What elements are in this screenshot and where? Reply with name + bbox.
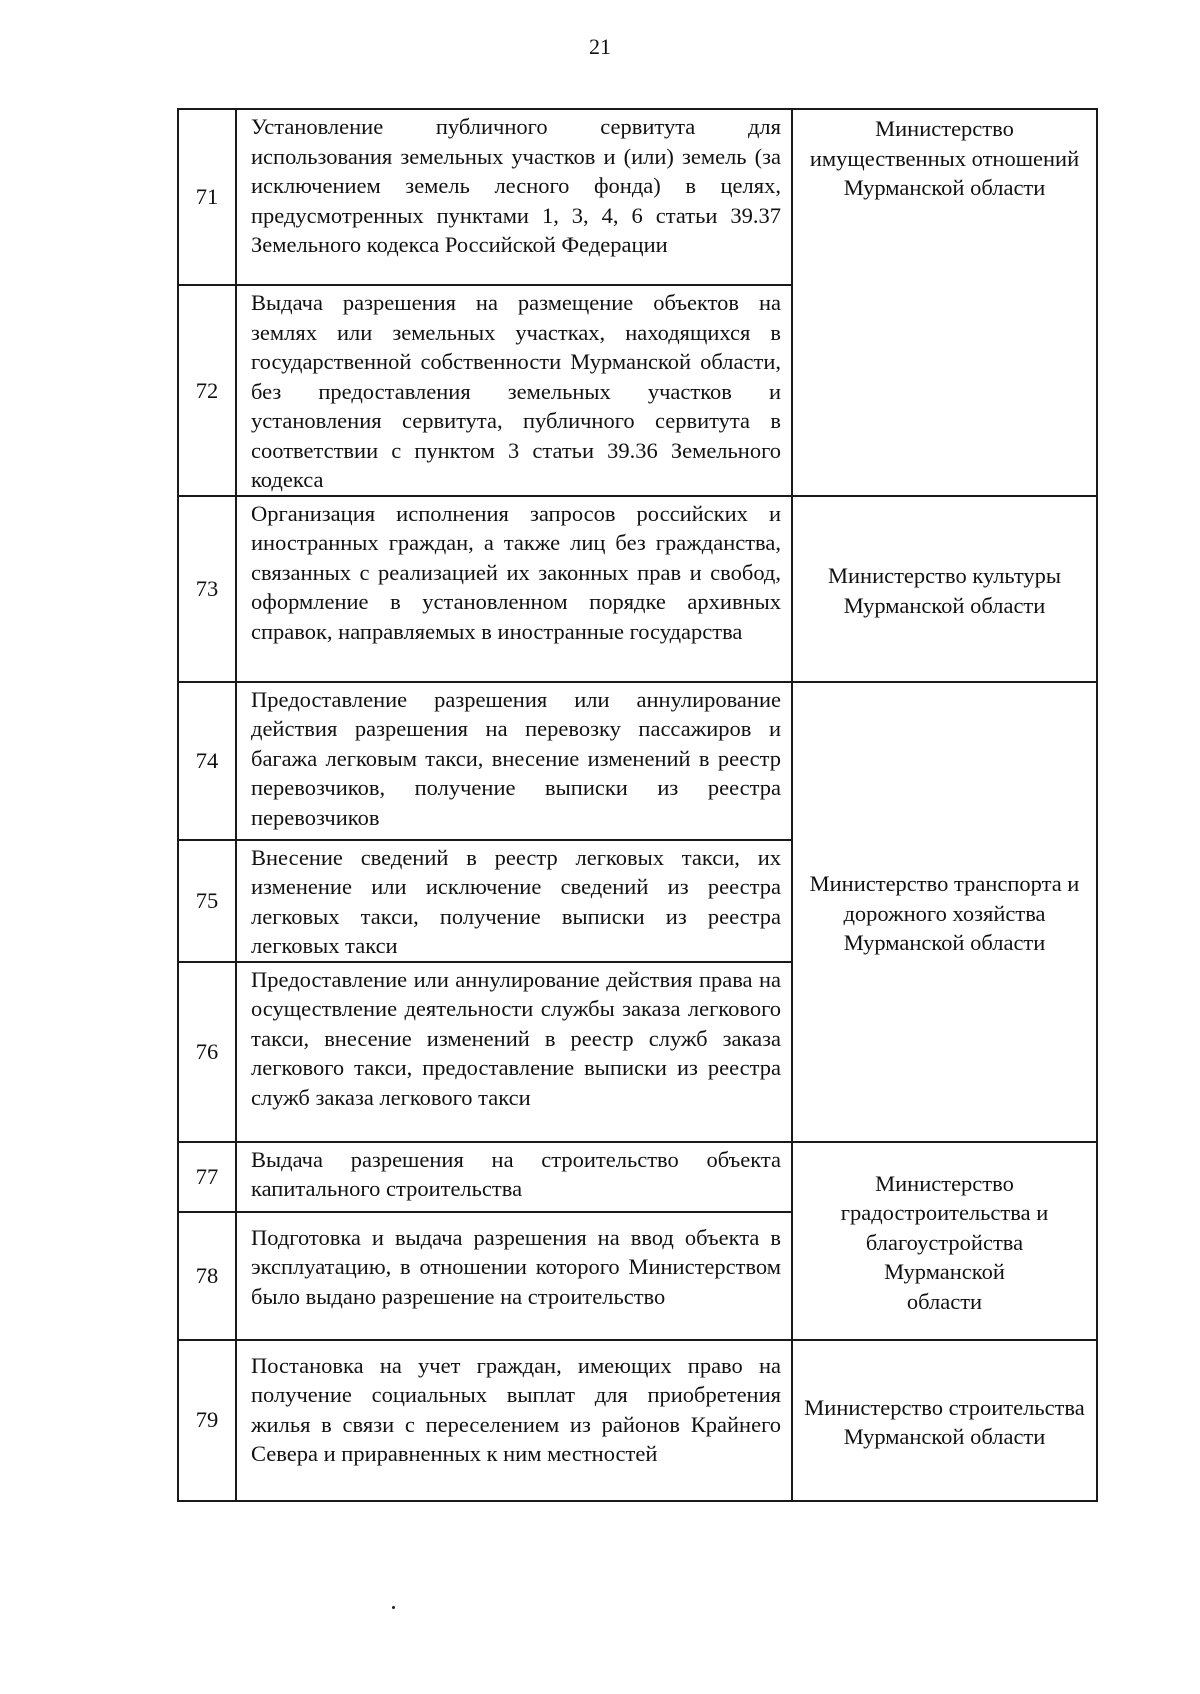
organization-line: Мурманской области (843, 1424, 1046, 1449)
service-description: Предоставление разрешения или аннулирование действия разрешения на перевозку пассажиров и багажа легковым такси, внесение изменений в реестр перевозчиков, получение выписки из реестра перевозчиков (236, 682, 792, 840)
organization-line: Мурманской области (843, 592, 1046, 618)
table-row (178, 109, 1097, 285)
organization-line: градостроительства и (840, 1200, 1049, 1226)
organization-line: Мурманской области (843, 175, 1046, 200)
row-number: 71 (178, 109, 236, 285)
service-description: Установление публичного сервитута для использования земельных участков и (или) земель (за исключением земель лесного фонда) в целях, предусмотренных пунктами 1, 3, 4, 6 статьи 39.37 Земельного кодекса Российской Федерации (236, 109, 792, 285)
scan-speck (392, 1606, 395, 1609)
table-row (178, 682, 1097, 840)
organization-cell (792, 682, 1097, 1142)
organization-line: имущественных отношений (809, 145, 1080, 171)
organization-line: Министерство транспорта и (809, 871, 1080, 897)
row-number: 77 (178, 1142, 236, 1212)
service-description: Внесение сведений в реестр легковых такси, их изменение или исключение сведений из реестра легковых такси, получение выписки из реестра легковых такси (236, 840, 792, 962)
organization-line: Министерство строительства (804, 1394, 1085, 1420)
organization-line: Министерство (875, 116, 1014, 141)
row-number: 74 (178, 682, 236, 840)
service-description: Организация исполнения запросов российских и иностранных граждан, а также лиц без гражданства, связанных с реализацией их законных прав и свобод, оформление в установленном порядке архивных справок, направляемых в иностранные государства (236, 496, 792, 682)
organization-line: дорожного хозяйства (843, 900, 1046, 926)
organization-line: благоустройства Мурманской (865, 1229, 1024, 1285)
row-number: 79 (178, 1340, 236, 1501)
row-number: 73 (178, 496, 236, 682)
organization-cell (792, 1142, 1097, 1340)
organization-line: области (906, 1288, 983, 1314)
row-number: 78 (178, 1212, 236, 1340)
service-description: Подготовка и выдача разрешения на ввод объекта в эксплуатацию, в отношении которого Министерством было выдано разрешение на строительство (236, 1212, 792, 1340)
service-description: Выдача разрешения на строительство объекта капитального строительства (236, 1142, 792, 1212)
table-row (178, 496, 1097, 682)
organization-line: Министерство культуры (827, 563, 1061, 588)
row-number: 75 (178, 840, 236, 962)
row-number: 76 (178, 962, 236, 1142)
organization-line: Мурманской области (843, 930, 1046, 956)
page-number: 21 (589, 34, 611, 59)
row-number: 72 (178, 285, 236, 496)
service-description: Предоставление или аннулирование действия права на осуществление деятельности службы заказа легкового такси, внесение изменений в реестр служб заказа легкового такси, предоставление выписки из реестра служб заказа легкового такси (236, 962, 792, 1142)
service-description: Постановка на учет граждан, имеющих право на получение социальных выплат для приобретения жилья в связи с переселением из районов Крайнего Севера и приравненных к ним местностей (236, 1340, 792, 1501)
organization-cell (792, 496, 1097, 682)
table-row (178, 1142, 1097, 1212)
organization-line: Министерство (875, 1170, 1014, 1196)
table-row (178, 1340, 1097, 1501)
organization-cell (792, 109, 1097, 496)
organization-cell (792, 1340, 1097, 1501)
services-table (177, 108, 1098, 1502)
service-description: Выдача разрешения на размещение объектов на землях или земельных участках, находящихся в государственной собственности Мурманской области, без предоставления земельных участков и установления сервитута, публичного сервитута в соответствии с пунктом 3 статьи 39.36 Земельного кодекса (236, 285, 792, 496)
